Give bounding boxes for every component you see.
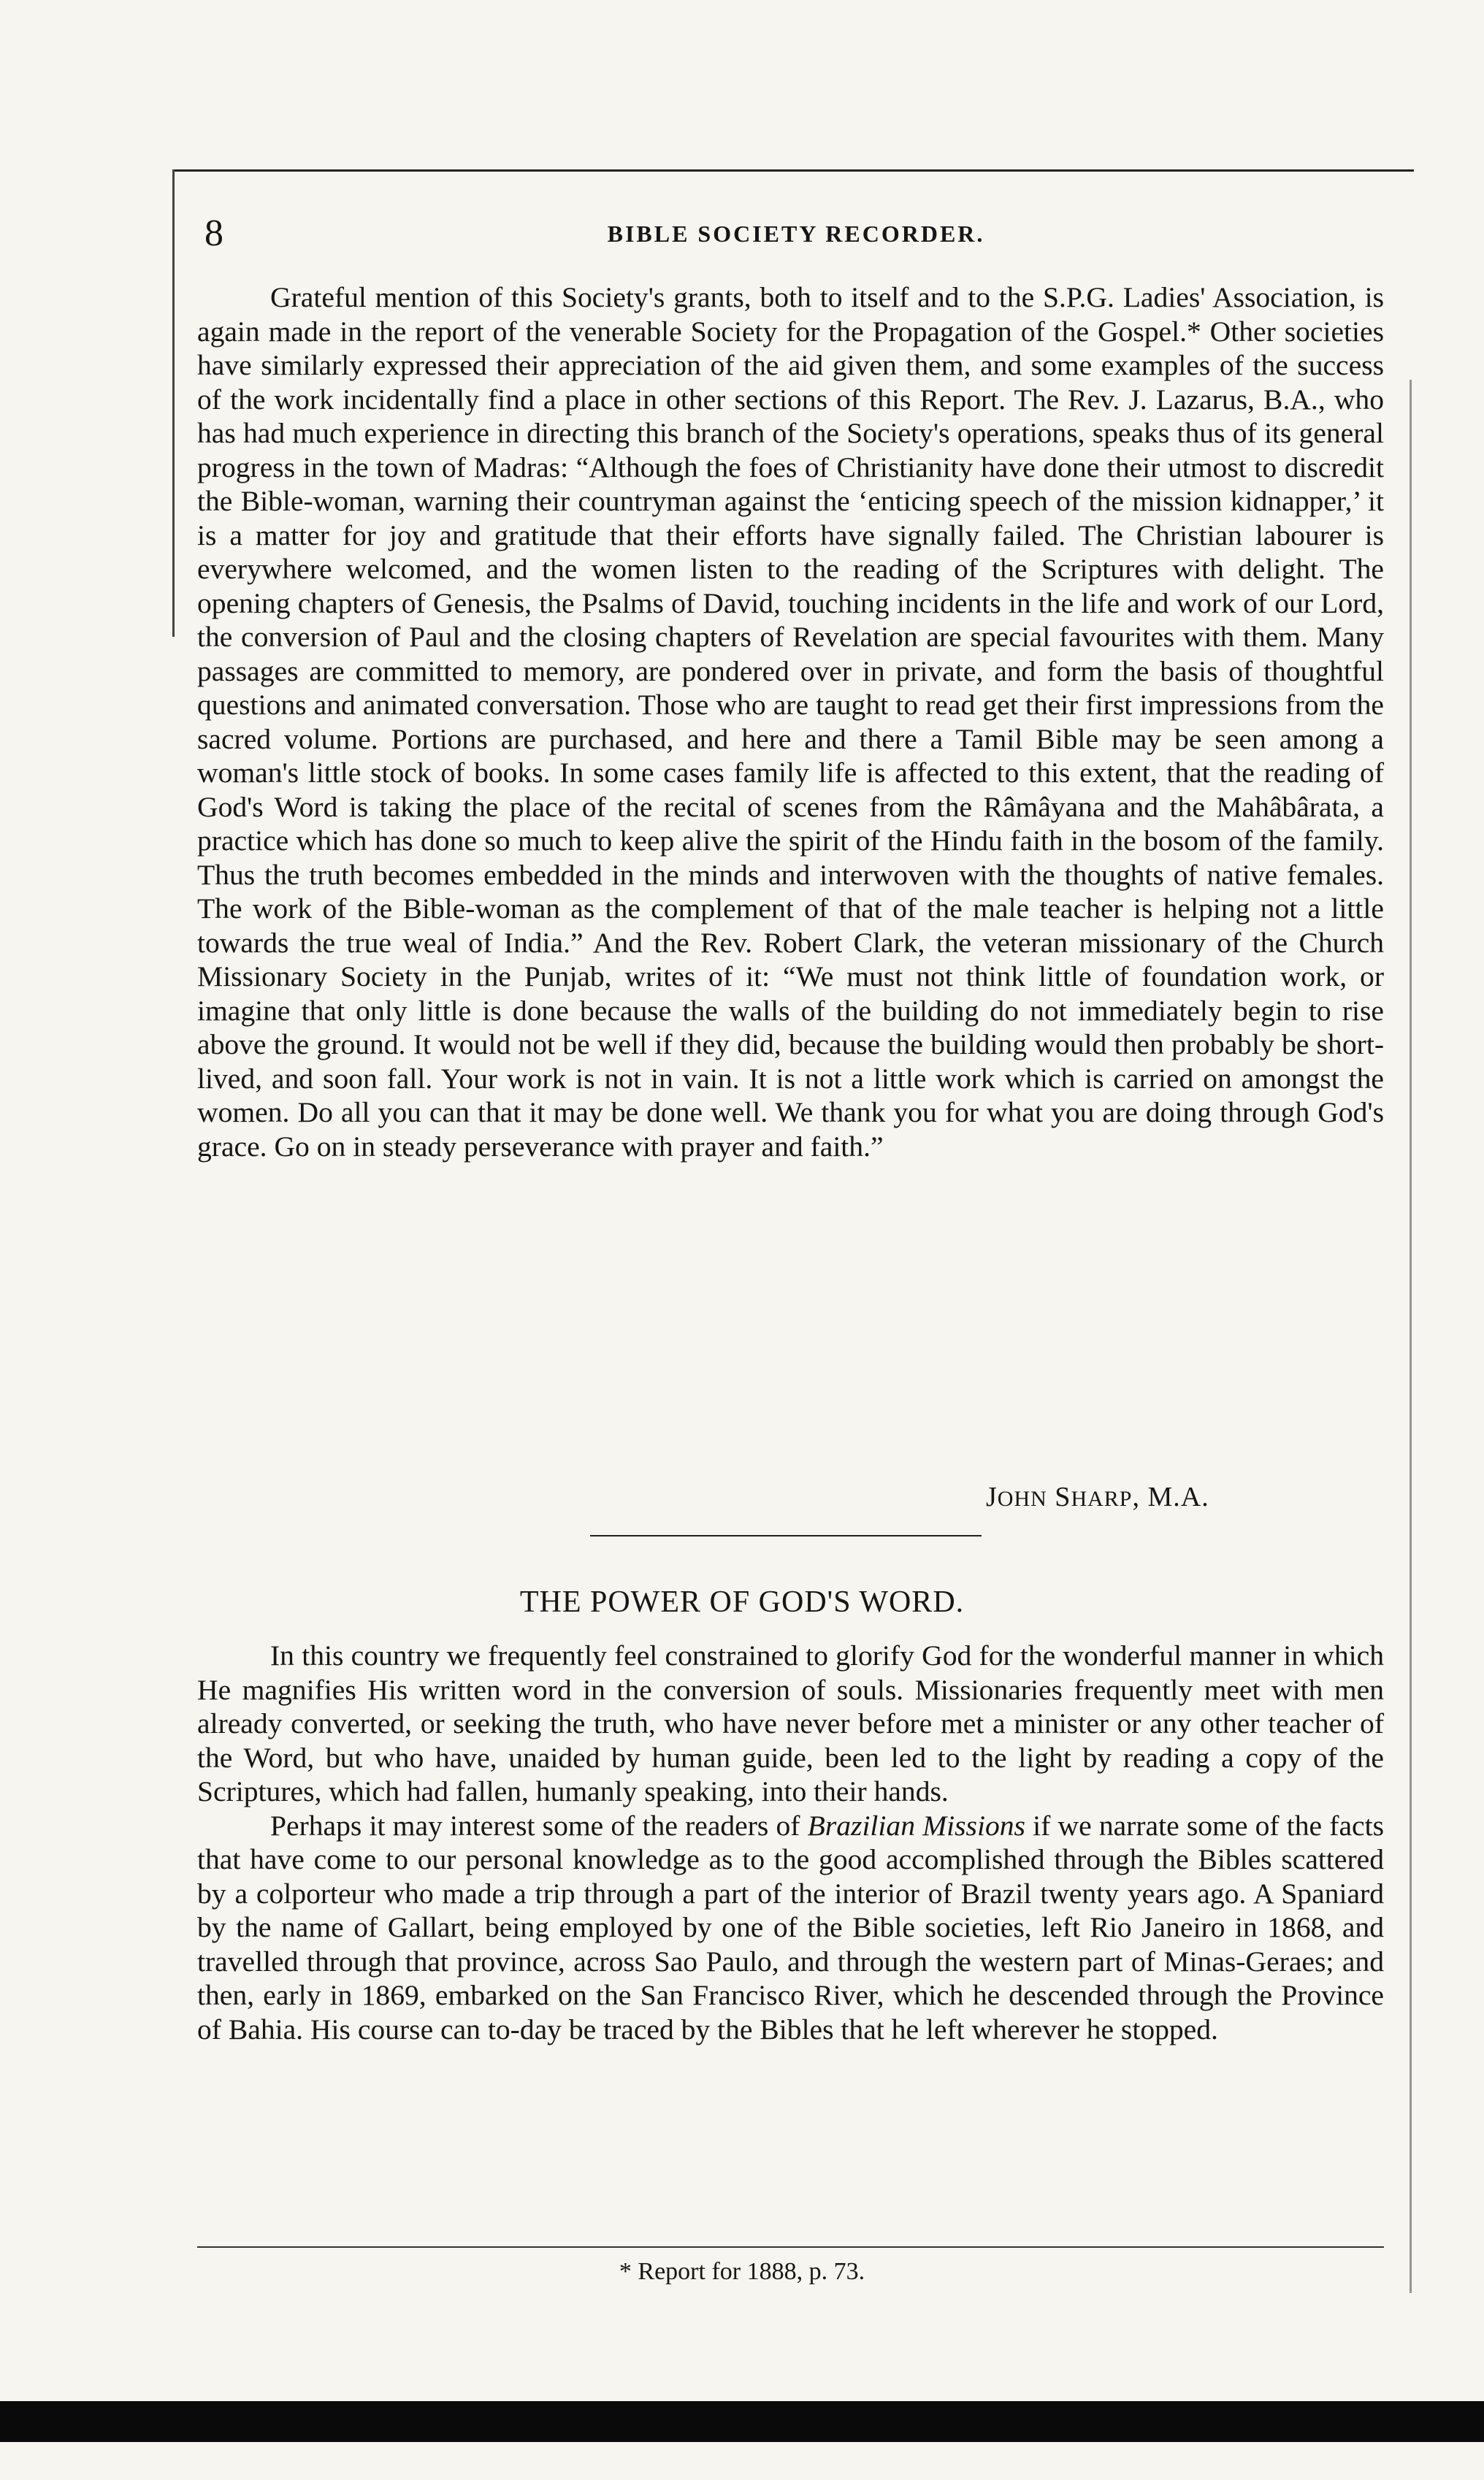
running-title: BIBLE SOCIETY RECORDER. <box>607 221 985 247</box>
section-divider <box>590 1535 982 1536</box>
top-border-rule <box>172 169 1414 172</box>
page-header <box>197 212 1395 256</box>
paragraph-grants: Grateful mention of this Society's grants, both to itself and to the S.P.G. Ladies' Association, is again made in the report of the venerable Society for the Propagation of the Gospel.* Other societies have similarly expressed their appreciation of the aid given them, and some examples of the success of the work incidentally find a place in other sections of this Report. The Rev. J. Lazarus, B.A., who has had much experience in directing this branch of the Society's operations, speaks thus of its general progress in the town of Madras: “Although the foes of Christianity have done their utmost to discredit the Bible-woman, warning their countryman against the ‘enticing speech of the mission kidnapper,’ it is a matter for joy and gratitude that their efforts have signally failed. The Christian labourer is everywhere welcomed, and the women listen to the reading of the Scriptures with delight. The opening chapters of Genesis, the Psalms of David, touching incidents in the life and work of our Lord, the conversion of Paul and the closing chapters of Revelation are special favourites with them. Many passages are committed to memory, are pondered over in private, and form the basis of thoughtful questions and animated conversation. Those who are taught to read get their first impressions from the sacred volume. Portions are purchased, and here and there a Tamil Bible may be seen among a woman's little stock of books. In some cases family life is affected to this extent, that the reading of God's Word is taking the place of the recital of scenes from the Râmâyana and the Mahâbârata, a practice which has done so much to keep alive the spirit of the Hindu faith in the bosom of the family. Thus the truth becomes embedded in the minds and interwoven with the thoughts of native females. The work of the Bible-woman as the complement of that of the male teacher is helping not a little towards the true weal of India.” And the Rev. Robert Clark, the veteran missionary of the Church Missionary Society in the Punjab, writes of it: “We must not think little of foundation work, or imagine that only little is done because the walls of the building do not immediately begin to rise above the ground. It would not be well if they did, because the building would then probably be short-lived, and soon fall. Your work is not in vain. It is not a little work which is carried on amongst the women. Do all you can that it may be done well. We thank you for what you are doing through God's grace. Go on in steady perseverance with prayer and faith.” <box>197 281 1384 1163</box>
footnote-rule <box>197 2246 1384 2248</box>
body-text-section-2 <box>197 1639 1384 2046</box>
section-title: THE POWER OF GOD'S WORD. <box>519 1585 965 1619</box>
body-text-section-1 <box>197 280 1384 1163</box>
page-number: 8 <box>204 213 223 254</box>
left-border-rule <box>172 169 175 637</box>
publication-title: Brazilian Missions <box>807 1809 1025 1842</box>
scan-edge-band <box>0 2401 1484 2442</box>
right-border-rule <box>1410 380 1412 2293</box>
paragraph-brazil: Perhaps it may interest some of the readers of Brazilian Missions if we narrate some of the facts that have come to our personal knowledge as to the good accomplished through the Bibles scattered by a colporteur who made a trip through a part of the interior of Brazil twenty years ago. A Spaniard by the name of Gallart, being employed by one of the Bible societies, left Rio Janeiro in 1868, and travelled through that province, across Sao Paulo, and through the western part of Minas-Geraes; and then, early in 1869, embarked on the San Francisco River, which he descended through the Province of Bahia. His course can to-day be traced by the Bibles that he left wherever he stopped. <box>197 1809 1384 2045</box>
author-signature: JOHN SHARP, M.A. <box>986 1482 1209 1512</box>
footnote: * Report for 1888, p. 73. <box>619 2258 865 2285</box>
paragraph-power-of-word: In this country we frequently feel constrained to glorify God for the wonderful manner in which He magnifies His written word in the conversion of souls. Missionaries frequently meet with men already converted, or seeking the truth, who have never before met a minister or any other teacher of the Word, but who have, unaided by human guide, been led to the light by reading a copy of the Scriptures, which had fallen, humanly speaking, into their hands. <box>197 1639 1384 1807</box>
